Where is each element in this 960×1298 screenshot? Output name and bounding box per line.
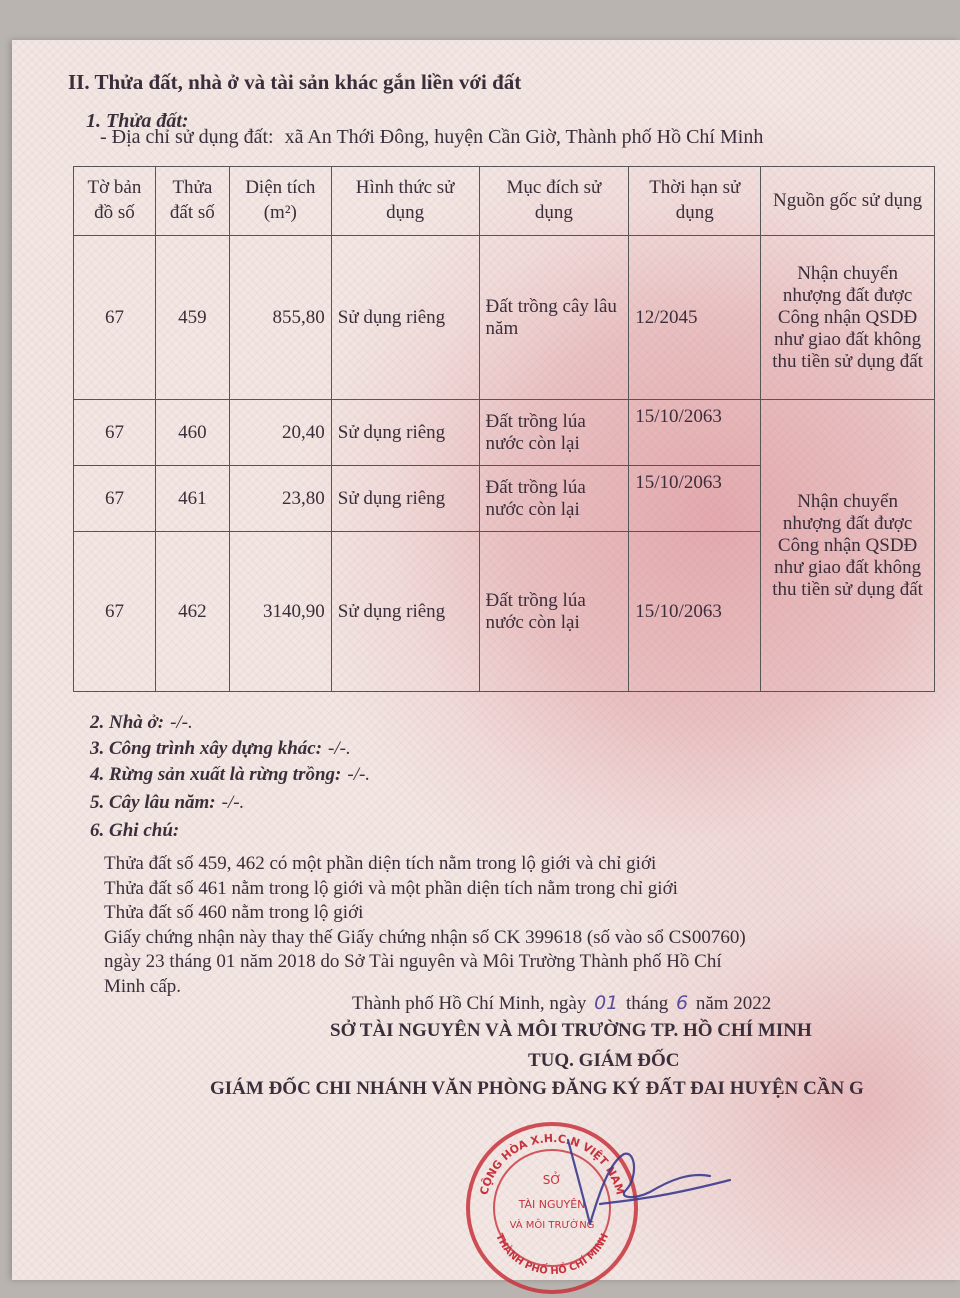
production-forest-section (90, 764, 370, 786)
cell-parcel: 461 (155, 466, 229, 532)
seal-bottom-text: THÀNH PHỐ HỒ CHÍ MINH (493, 1231, 611, 1278)
land-parcel-table (73, 166, 935, 692)
cell-term: 12/2045 (629, 236, 761, 400)
section-label: 5. Cây lâu năm: (90, 792, 216, 813)
note-line: ngày 23 tháng 01 năm 2018 do Sở Tài nguyên và Môi Trường Thành phố Hồ Chí (104, 951, 722, 972)
issuer-department: SỞ TÀI NGUYÊN VÀ MÔI TRƯỜNG TP. HỒ CHÍ MINH (330, 1020, 812, 1041)
cell-map-sheet: 67 (74, 236, 156, 400)
table-row (74, 400, 935, 466)
date-day: 01 (594, 992, 619, 1014)
cell-form: Sử dụng riêng (331, 236, 479, 400)
header-form: Hình thức sử dụng (331, 167, 479, 236)
date-year-label: năm (695, 993, 729, 1014)
signing-date (352, 992, 771, 1015)
address-label: - Địa chỉ sử dụng đất: (100, 126, 274, 148)
cell-map-sheet: 67 (74, 466, 156, 532)
section-label: 4. Rừng sản xuất là rừng trồng: (90, 764, 342, 785)
issuer-on-behalf: TUQ. GIÁM ĐỐC (528, 1050, 680, 1071)
cell-area: 20,40 (229, 400, 331, 466)
table-row (74, 236, 935, 400)
cell-purpose: Đất trồng lúa nước còn lại (479, 400, 629, 466)
other-construction-section (90, 738, 351, 760)
date-month-label: tháng (626, 993, 669, 1014)
issuer-director: GIÁM ĐỐC CHI NHÁNH VĂN PHÒNG ĐĂNG KÝ ĐẤT ĐAI HUYỆN CẦN G (210, 1078, 864, 1099)
cell-form: Sử dụng riêng (331, 466, 479, 532)
cell-origin: Nhận chuyển nhượng đất được Công nhận QSDĐ như giao đất không thu tiền sử dụng đất (761, 236, 935, 400)
cell-term: 15/10/2063 (629, 532, 761, 692)
cell-purpose: Đất trồng lúa nước còn lại (479, 466, 629, 532)
section-label: 6. Ghi chú: (90, 820, 180, 841)
cell-parcel: 460 (155, 400, 229, 466)
header-parcel: Thửa đất số (155, 167, 229, 236)
house-section (90, 712, 193, 734)
cell-area: 855,80 (229, 236, 331, 400)
cell-term: 15/10/2063 (629, 400, 761, 466)
cell-purpose: Đất trồng lúa nước còn lại (479, 532, 629, 692)
address-line (100, 126, 769, 149)
notes-section (90, 820, 179, 842)
header-origin: Nguồn gốc sử dụng (761, 167, 935, 236)
cell-map-sheet: 67 (74, 400, 156, 466)
cell-form: Sử dụng riêng (331, 400, 479, 466)
table-header-row (74, 167, 935, 236)
note-line: Giấy chứng nhận này thay thế Giấy chứng nhận số CK 399618 (số vào sổ CS00760) (104, 926, 746, 948)
date-place: Thành phố Hồ Chí Minh, ngày (352, 993, 587, 1014)
section-value: -/-. (221, 792, 245, 813)
section-heading: II. Thửa đất, nhà ở và tài sản khác gắn liền với đất (68, 70, 522, 94)
cell-purpose: Đất trồng cây lâu năm (479, 236, 629, 400)
cell-area: 3140,90 (229, 532, 331, 692)
seal-outer-text: CỘNG HÒA X.H.C.N VIỆT NAM (477, 1131, 627, 1197)
date-month: 6 (675, 992, 689, 1014)
header-purpose: Mục đích sử dụng (479, 167, 629, 236)
cell-parcel: 462 (155, 532, 229, 692)
seal-inner-line: SỞ (542, 1173, 562, 1187)
header-term: Thời hạn sử dụng (629, 167, 761, 236)
note-line: Thửa đất số 459, 462 có một phần diện tích nằm trong lộ giới và chỉ giới (104, 853, 657, 874)
notes-text (104, 852, 884, 999)
seal-inner-line: VÀ MÔI TRƯỜNG (509, 1220, 595, 1231)
date-year: 2022 (733, 993, 772, 1014)
cell-map-sheet: 67 (74, 532, 156, 692)
seal-inner-line: TÀI NGUYÊN (518, 1198, 586, 1211)
section-value: -/-. (328, 738, 351, 759)
perennial-trees-section (90, 792, 244, 814)
cell-origin: Nhận chuyển nhượng đất được Công nhận QSDĐ như giao đất không thu tiền sử dụng đất (761, 400, 935, 692)
handwritten-signature (540, 1120, 760, 1230)
address-value: xã An Thới Đông, huyện Cần Giờ, Thành phố Hồ Chí Minh (284, 126, 764, 148)
section-label: 3. Công trình xây dựng khác: (90, 738, 323, 759)
header-map-sheet: Tờ bản đồ số (74, 167, 156, 236)
cell-term: 15/10/2063 (629, 466, 761, 532)
section-value: -/-. (347, 764, 371, 785)
note-line: Thửa đất số 460 nằm trong lộ giới (104, 902, 364, 923)
note-line: Minh cấp. (104, 975, 182, 997)
section-label: 2. Nhà ở: (90, 712, 165, 733)
svg-text:THÀNH PHỐ HỒ CHÍ MINH (493, 1232, 611, 1277)
cell-parcel: 459 (155, 236, 229, 400)
cell-area: 23,80 (229, 466, 331, 532)
header-area: Diện tích (m²) (229, 167, 331, 236)
note-line: Thửa đất số 461 nằm trong lộ giới và một phần diện tích nằm trong chỉ giới (104, 877, 678, 899)
cell-form: Sử dụng riêng (331, 532, 479, 692)
land-parcel-title: 1. Thửa đất: (86, 110, 189, 132)
section-value: -/-. (170, 712, 193, 733)
